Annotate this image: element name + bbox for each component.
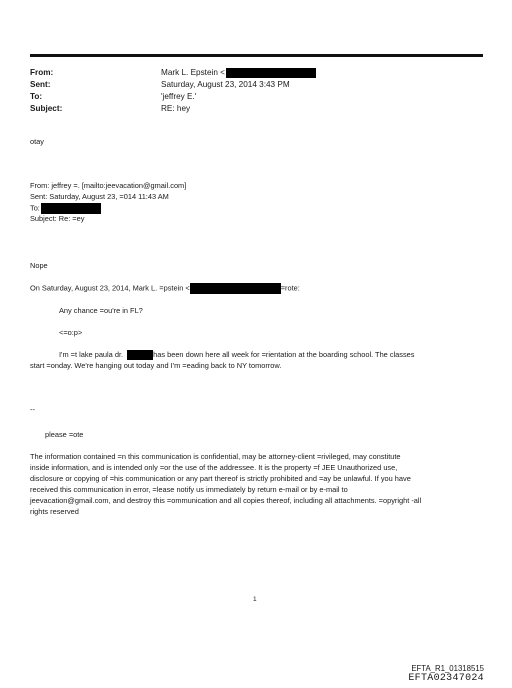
disclaimer-line-1: The information contained =n this communication is confidential, may be attorney-client =rivileged, may constitute: [30, 452, 401, 461]
from-value: [161, 67, 316, 79]
im-at-before: I'm =t lake paula dr.: [59, 350, 124, 359]
redaction-block: [127, 350, 153, 360]
from-label: From:: [30, 68, 54, 77]
quoted-to-row: [30, 203, 101, 214]
disclaimer-line-2: inside information, and is intended only =or the use of the addressee. It is the property =f JEE Unauthorized use,: [30, 463, 398, 472]
redaction-block: [41, 203, 101, 214]
redaction-block: [190, 283, 281, 294]
on-date-after: =rote:: [280, 283, 300, 293]
sent-label: Sent:: [30, 80, 51, 89]
quoted-to-label: To:: [30, 203, 40, 213]
page-number: 1: [253, 596, 257, 603]
on-date-line: [30, 283, 300, 294]
header-rule: [30, 54, 483, 57]
to-label: To:: [30, 92, 43, 101]
bates-number-2: EFTA02347024: [408, 673, 484, 684]
disclaimer-line-4: received this communication in error, =lease notify us immediately by return e-mail or by e-mail to: [30, 485, 348, 494]
sent-value: Saturday, August 23, 2014 3:43 PM: [161, 80, 290, 89]
quoted-sent: Sent: Saturday, August 23, =014 11:43 AM: [30, 192, 169, 201]
redaction-block: [226, 68, 316, 78]
disclaimer-line-5: jeevacation@gmail.com, and destroy this =ommunication and all copies thereof, including all attachments. =opyright -all: [30, 496, 422, 505]
op-tag-text: <=o:p>: [59, 328, 83, 337]
im-at-after: has been down here all week for =rientation at the boarding school. The classes: [153, 350, 415, 359]
im-at-line: [59, 350, 415, 360]
subject-label: Subject:: [30, 104, 63, 113]
start-line: start =onday. We're hanging out today and I'm =eading back to NY tomorrow.: [30, 361, 282, 370]
any-chance-text: Any chance =ou're in FL?: [59, 306, 143, 315]
quoted-subject: Subject: Re: =ey: [30, 214, 85, 223]
bates-number-1: EFTA_R1_01318515: [411, 664, 484, 673]
nope-text: Nope: [30, 261, 48, 270]
subject-value: RE: hey: [161, 104, 191, 113]
disclaimer-line-3: disclosure or copying of =his communication or any part thereof is strictly prohibited and =ay be unlawful. If you have: [30, 474, 411, 483]
to-value: 'jeffrey E.': [161, 92, 197, 101]
disclaimer-line-6: rights reserved: [30, 507, 79, 516]
quoted-from: From: jeffrey =. [mailto:jeevacation@gmail.com]: [30, 181, 187, 190]
please-note-text: please =ote: [45, 430, 84, 439]
on-date-before: On Saturday, August 23, 2014, Mark L. =pstein <: [30, 283, 190, 293]
from-name: Mark L. Epstein <: [161, 68, 225, 77]
reply-text: otay: [30, 137, 44, 146]
signature-dashes: --: [30, 405, 35, 414]
